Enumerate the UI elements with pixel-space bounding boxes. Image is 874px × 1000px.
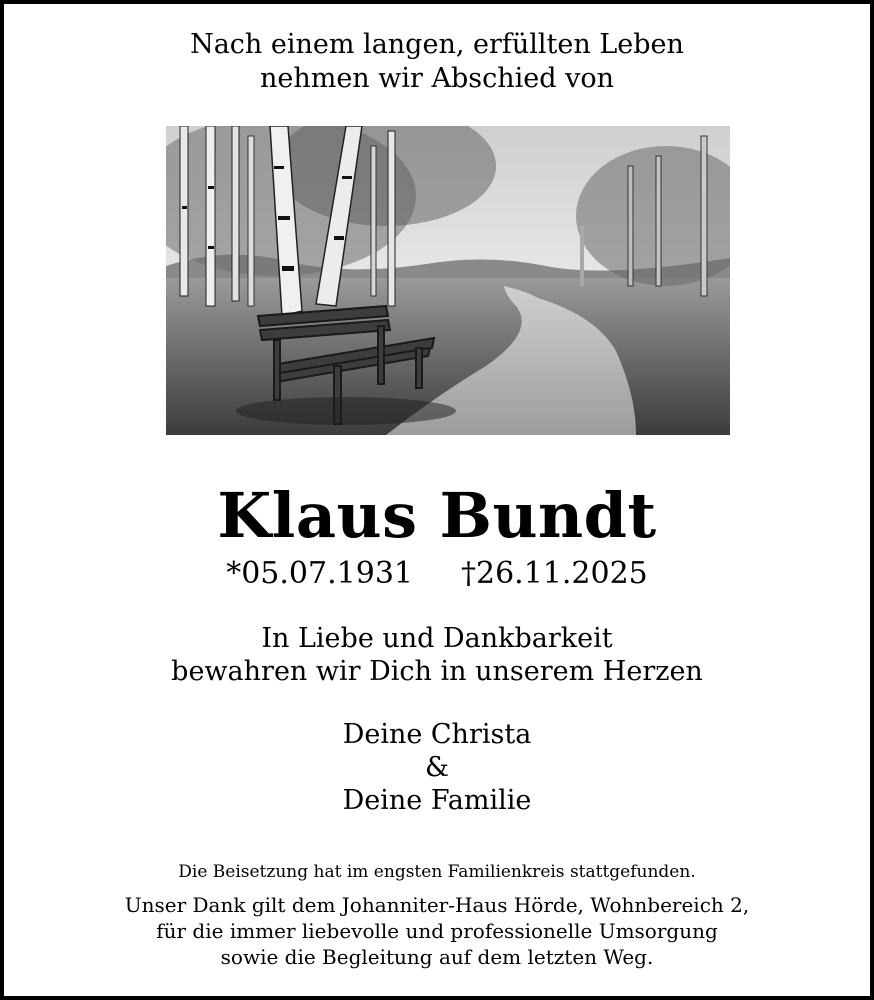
family-line-2: & (424, 752, 450, 783)
life-dates (4, 554, 870, 594)
thanks-line-3: sowie die Begleitung auf dem letzten Weg. (220, 945, 654, 969)
burial-note: Die Beisetzung hat im engsten Familienkreis stattgefunden. (178, 862, 696, 882)
intro-line-2: nehmen wir Abschied von (259, 63, 615, 94)
deceased-name: Klaus Bundt (217, 479, 657, 552)
death-date: †26.11.2025 (461, 556, 648, 591)
family-signature (4, 718, 870, 817)
quote-line-1: In Liebe und Dankbarkeit (261, 623, 613, 654)
thanks-line-1: Unser Dank gilt dem Johanniter-Haus Hörde, Wohnbereich 2, (124, 893, 750, 917)
thanks-line-2: für die immer liebevolle und professionelle Umsorgung (156, 919, 718, 943)
intro-line-1: Nach einem langen, erfüllten Leben (190, 29, 684, 60)
memorial-quote (4, 622, 870, 688)
thanks-text (4, 892, 870, 970)
quote-line-2: bewahren wir Dich in unserem Herzen (171, 656, 703, 687)
family-line-1: Deine Christa (342, 719, 532, 750)
family-line-3: Deine Familie (342, 785, 532, 816)
intro-text (4, 28, 870, 96)
park-bench-photo (166, 126, 730, 435)
birth-date: *05.07.1931 (226, 556, 413, 591)
